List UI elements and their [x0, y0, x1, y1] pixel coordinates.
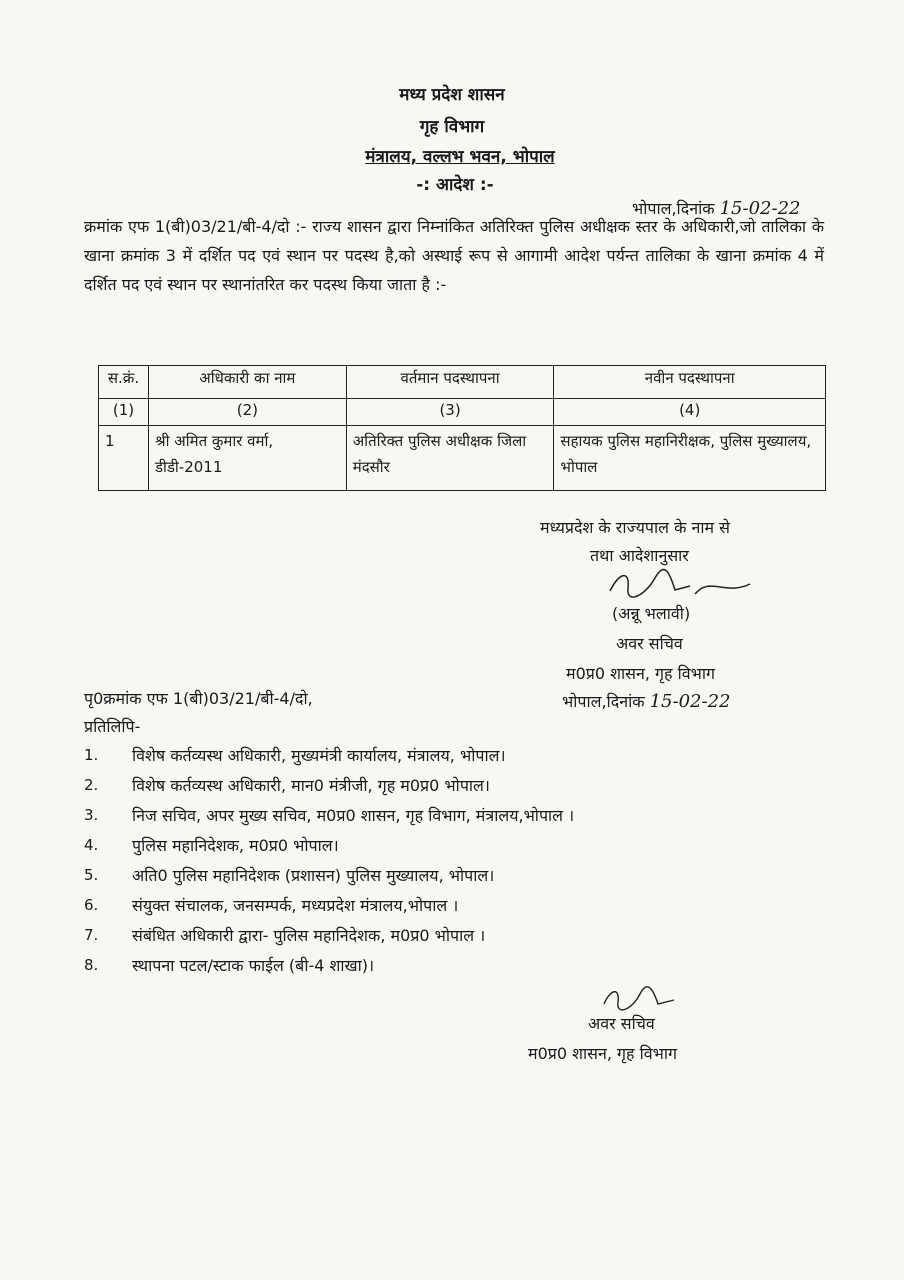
copy-item-number: 4.	[84, 836, 99, 854]
copy-item-number: 3.	[84, 806, 99, 824]
copy-item-text: संबंधित अधिकारी द्वारा- पुलिस महानिदेशक, म0प्र0 भोपाल ।	[132, 926, 486, 945]
col-header-current: वर्तमान पदस्थापना	[346, 366, 554, 399]
location-title: मंत्रालय, वल्लभ भवन, भोपाल	[365, 147, 555, 167]
transfer-table	[98, 365, 826, 491]
copy-label: प्रतिलिपि-	[84, 717, 141, 736]
copy-item-text: संयुक्त संचालक, जनसम्पर्क, मध्यप्रदेश मंत्रालय,भोपाल ।	[132, 896, 459, 915]
endorsement-ref: पृ0क्रमांक एफ 1(बी)03/21/बी-4/दो,	[84, 689, 313, 708]
col-number: (3)	[346, 399, 554, 426]
cell-current-posting: अतिरिक्त पुलिस अधीक्षक जिला मंदसौर	[346, 426, 554, 491]
order-date-label: भोपाल,दिनांक	[632, 199, 715, 218]
signature-date	[562, 690, 731, 712]
copy-item-number: 2.	[84, 776, 99, 794]
cell-new-posting: सहायक पुलिस महानिरीक्षक, पुलिस मुख्यालय, भोपाल	[554, 426, 826, 491]
copy-item-number: 8.	[84, 956, 99, 974]
col-header-name: अधिकारी का नाम	[148, 366, 346, 399]
col-number: (1)	[99, 399, 149, 426]
copy-item-text: निज सचिव, अपर मुख्य सचिव, म0प्र0 शासन, गृह विभाग, मंत्रालय,भोपाल ।	[132, 806, 575, 825]
table-header-row	[99, 366, 826, 399]
copy-item-text: पुलिस महानिदेशक, म0प्र0 भोपाल।	[132, 836, 339, 855]
signature-date-label: भोपाल,दिनांक	[562, 692, 645, 711]
govt-title: मध्य प्रदेश शासन	[399, 85, 505, 105]
copy-item-text: विशेष कर्तव्यस्थ अधिकारी, मान0 मंत्रीजी, गृह म0प्र0 भोपाल।	[132, 776, 490, 795]
cell-officer-name: श्री अमित कुमार वर्मा, डीडी-2011	[148, 426, 346, 491]
copy-item-number: 7.	[84, 926, 99, 944]
col-header-serial: स.क्रं.	[99, 366, 149, 399]
signatory-name: (अन्नू भलावी)	[612, 604, 691, 623]
signature-line2: तथा आदेशानुसार	[590, 546, 689, 565]
signatory-office: म0प्र0 शासन, गृह विभाग	[566, 664, 716, 683]
copy-item-text: अति0 पुलिस महानिदेशक (प्रशासन) पुलिस मुख्यालय, भोपाल।	[132, 866, 495, 885]
cell-serial: 1	[99, 426, 149, 491]
col-number: (2)	[148, 399, 346, 426]
copy-item-text: विशेष कर्तव्यस्थ अधिकारी, मुख्यमंत्री कार्यालय, मंत्रालय, भोपाल।	[132, 746, 506, 765]
order-title: -: आदेश :-	[416, 175, 494, 195]
closing-office: म0प्र0 शासन, गृह विभाग	[528, 1044, 678, 1063]
col-header-new: नवीन पदस्थापना	[554, 366, 826, 399]
copy-item-number: 6.	[84, 896, 99, 914]
order-paragraph: क्रमांक एफ 1(बी)03/21/बी-4/दो :- राज्य शासन द्वारा निम्नांकित अतिरिक्त पुलिस अधीक्षक स्तर के अधिकारी,जो तालिका के खाना क्रमांक 3 में दर्शित पद एवं स्थान पर पदस्थ है,को अस्थाई रूप से आगामी आदेश पर्यन्त तालिका के खाना क्रमांक 4 में दर्शित पद एवं स्थान पर स्थानांतरित कर पदस्थ किया जाता है :-	[84, 217, 824, 294]
order-date-value: 15-02-22	[719, 198, 801, 219]
copy-item-text: स्थापना पटल/स्टाक फाईल (बी-4 शाखा)।	[132, 956, 375, 975]
signature-date-value: 15-02-22	[649, 691, 731, 712]
copy-item-number: 5.	[84, 866, 99, 884]
dept-title: गृह विभाग	[419, 117, 485, 137]
closing-designation: अवर सचिव	[588, 1014, 655, 1033]
signature-line1: मध्यप्रदेश के राज्यपाल के नाम से	[540, 518, 730, 537]
table-row	[99, 426, 826, 491]
copy-item-number: 1.	[84, 746, 99, 764]
signature-scribble-2	[596, 984, 686, 1014]
table-number-row	[99, 399, 826, 426]
signature-scribble-1	[600, 566, 760, 606]
signatory-designation: अवर सचिव	[616, 634, 683, 653]
col-number: (4)	[554, 399, 826, 426]
